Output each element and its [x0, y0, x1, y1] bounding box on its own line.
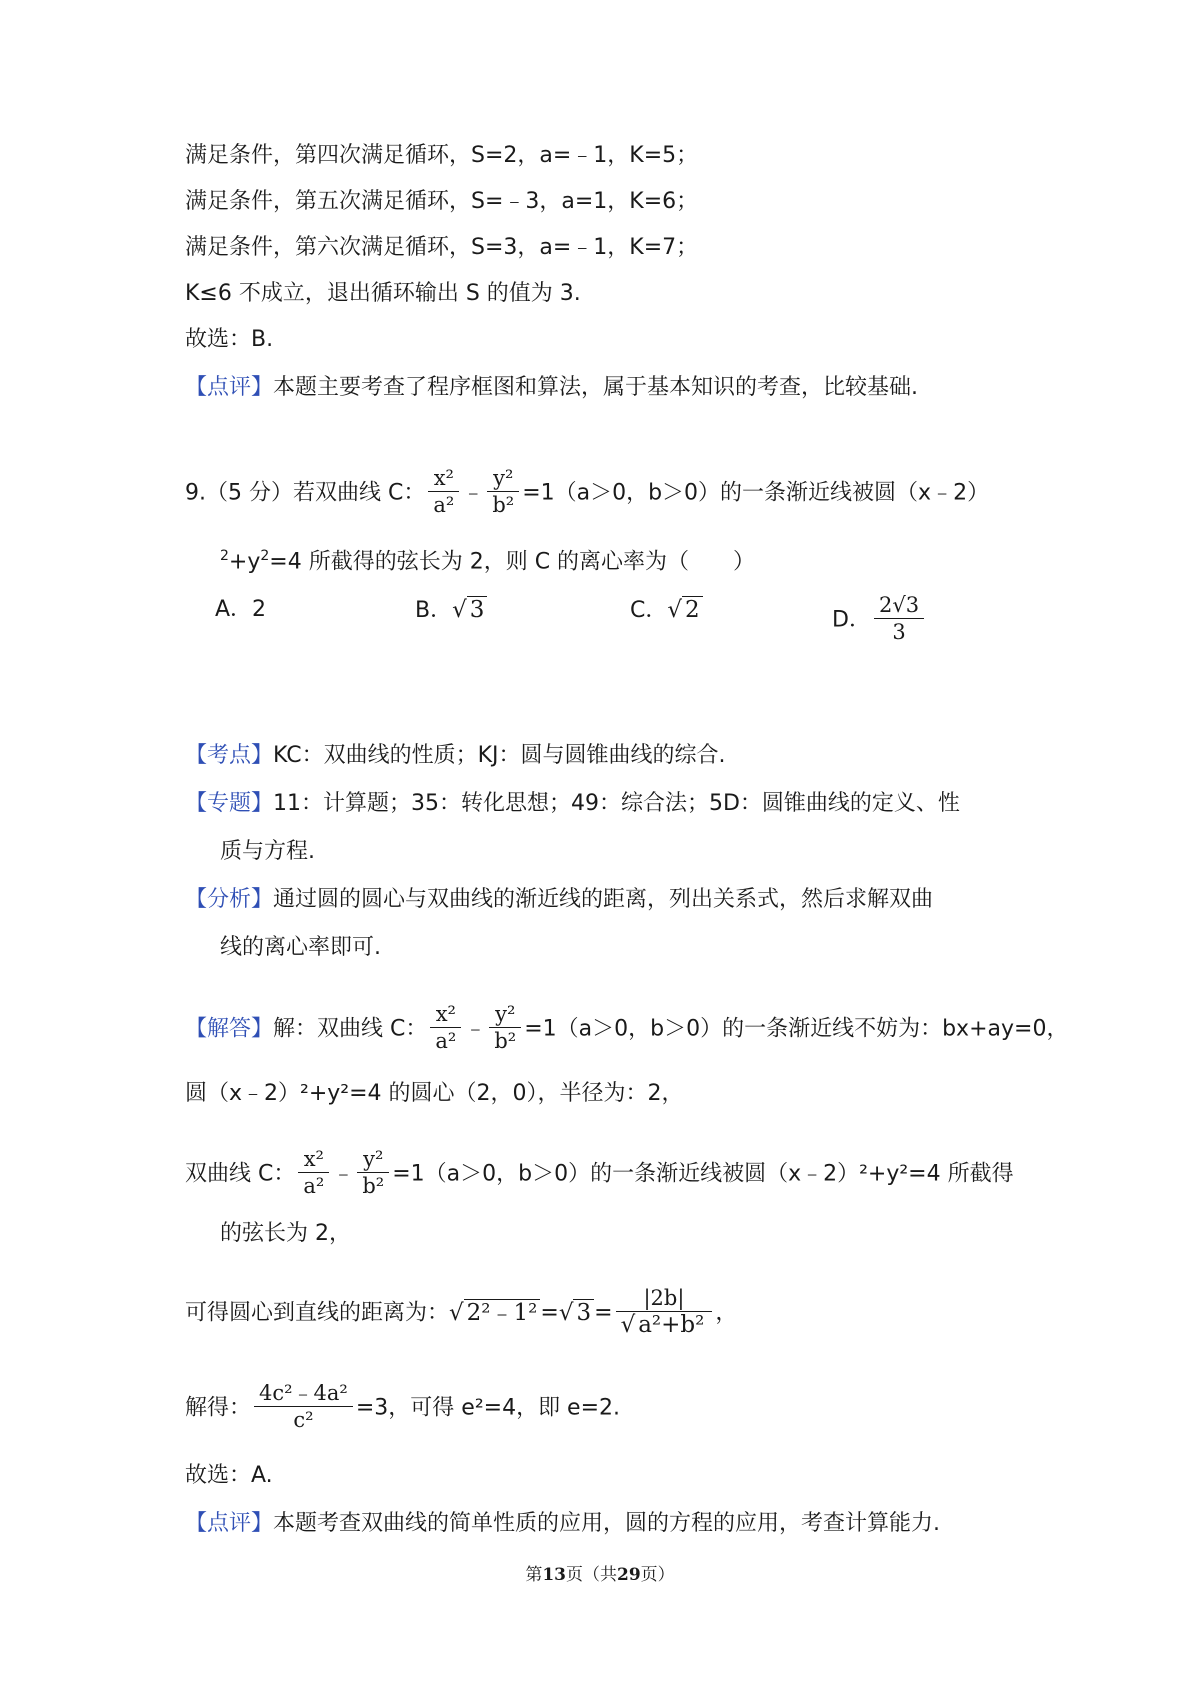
fraction — [254, 1380, 353, 1433]
review-line — [185, 1508, 940, 1540]
minus-sign: ﹣ — [464, 1016, 487, 1042]
text-fragment: =1（a＞0，b＞0）的一条渐近线不妨为：bx+ay=0， — [524, 1016, 1069, 1042]
review-line — [185, 372, 918, 404]
text-fragment: 解得： — [185, 1395, 252, 1421]
denominator: a² — [433, 493, 455, 517]
option-b — [415, 594, 487, 627]
sqrt-expression: √ 3 — [452, 594, 487, 626]
equals-sign: = — [594, 1300, 613, 1326]
zhuanti-line2: 质与方程. — [220, 839, 315, 864]
jieda-line4: 的弦长为 2， — [220, 1221, 351, 1246]
superscript: 2 — [220, 548, 229, 564]
option-a: A．2 — [215, 597, 267, 622]
sqrt-expression: √ a²+b² — [621, 1312, 708, 1338]
review-text: 本题考查双曲线的简单性质的应用，圆的方程的应用，考查计算能力. — [273, 1511, 941, 1536]
text-fragment: 解：双曲线 C： — [273, 1016, 428, 1042]
question-stem — [185, 467, 989, 520]
denominator: c² — [293, 1408, 314, 1432]
numerator: 2√3 — [874, 592, 924, 619]
review-tag: 【点评】 — [185, 1511, 274, 1536]
numerator: x² — [430, 1001, 461, 1028]
page-number: 13 — [542, 1565, 566, 1585]
denominator: b² — [492, 493, 515, 517]
numerator: |2b| — [616, 1285, 713, 1312]
fraction-y2-b2 — [489, 1001, 521, 1054]
numerator: y² — [489, 1001, 521, 1028]
kaodian-tag: 【考点】 — [185, 743, 274, 768]
kaodian-line — [185, 740, 726, 772]
fraction — [874, 592, 924, 645]
denominator: 3 — [892, 620, 906, 644]
text-line: 满足条件，第六次满足循环，S=3，a=﹣1，K=7； — [185, 235, 699, 260]
radicand: 2²﹣1² — [464, 1299, 541, 1326]
denominator: b² — [362, 1174, 385, 1198]
total-pages: 29 — [617, 1565, 641, 1585]
fenxi-line — [185, 884, 933, 916]
zhuanti-line — [185, 788, 960, 820]
text-fragment: 可得圆心到直线的距离为： — [185, 1300, 450, 1326]
radicand: 3 — [467, 596, 488, 623]
text-fragment: ， — [715, 1300, 738, 1326]
fraction-y2-b2 — [357, 1146, 389, 1199]
fraction — [616, 1285, 713, 1338]
option-c — [630, 594, 703, 627]
option-label: B． — [415, 598, 453, 623]
zhuanti-text: 11：计算题；35：转化思想；49：综合法；5D：圆锥曲线的定义、性 — [273, 791, 960, 816]
text-fragment: +y — [228, 549, 261, 575]
minus-sign: ﹣ — [462, 480, 485, 506]
review-text: 本题主要考查了程序框图和算法，属于基本知识的考查，比较基础. — [273, 375, 919, 400]
text-line: 满足条件，第四次满足循环，S=2，a=﹣1，K=5； — [185, 143, 699, 168]
equals-sign: = — [540, 1300, 559, 1326]
text-fragment: 双曲线 C： — [185, 1161, 296, 1187]
kaodian-text: KC：双曲线的性质；KJ：圆与圆锥曲线的综合. — [273, 743, 726, 768]
denominator: a² — [303, 1174, 325, 1198]
page-footer — [0, 1560, 1200, 1585]
question-text: =1（a＞0，b＞0）的一条渐近线被圆（x﹣2） — [522, 480, 990, 506]
option-label: D． — [832, 607, 871, 633]
jieda-line1 — [185, 1003, 1068, 1056]
sqrt-expression: √ 2²﹣1² — [449, 1297, 540, 1329]
jieda-line2: 圆（x﹣2）²+y²=4 的圆心（2，0），半径为：2， — [185, 1081, 684, 1106]
denominator — [616, 1312, 713, 1338]
text-fragment: =3，可得 e²=4，即 e=2. — [355, 1395, 621, 1421]
jieda-tag: 【解答】 — [185, 1016, 274, 1042]
numerator: x² — [298, 1146, 329, 1173]
numerator: y² — [487, 465, 519, 492]
sqrt-expression: √ 2 — [667, 594, 702, 626]
fraction-x2-a2 — [430, 1001, 461, 1054]
numerator: y² — [357, 1146, 389, 1173]
footer-text: 页） — [640, 1565, 675, 1585]
text-line: 满足条件，第五次满足循环，S=﹣3，a=1，K=6； — [185, 189, 699, 214]
numerator: 4c²﹣4a² — [254, 1380, 353, 1407]
fraction-x2-a2 — [298, 1146, 329, 1199]
option-d — [832, 594, 927, 647]
review-tag: 【点评】 — [185, 375, 274, 400]
text-line: K≤6 不成立，退出循环输出 S 的值为 3. — [185, 281, 581, 306]
question-text: =4 所截得的弦长为 2，则 C 的离心率为（ ） — [269, 549, 756, 575]
jieda-line3 — [185, 1148, 1014, 1201]
denominator: b² — [494, 1029, 517, 1053]
superscript: 2 — [260, 548, 270, 564]
jieda-line6 — [185, 1382, 620, 1435]
question-prefix: 9.（5 分）若双曲线 C： — [185, 480, 426, 506]
radicand: 3 — [573, 1299, 594, 1326]
jieda-line5 — [185, 1287, 737, 1340]
fenxi-line2: 线的离心率即可. — [220, 935, 381, 960]
text-fragment: =1（a＞0，b＞0）的一条渐近线被圆（x﹣2）²+y²=4 所截得 — [392, 1161, 1014, 1187]
sqrt-expression: √ 3 — [559, 1297, 594, 1329]
fenxi-text: 通过圆的圆心与双曲线的渐近线的距离，列出关系式，然后求解双曲 — [273, 887, 934, 912]
radicand: a²+b² — [635, 1311, 707, 1338]
minus-sign: ﹣ — [332, 1161, 355, 1187]
option-label: C． — [630, 598, 668, 623]
numerator: x² — [428, 465, 459, 492]
jieda-answer: 故选：A. — [185, 1463, 273, 1488]
footer-text: 页（共 — [566, 1565, 617, 1585]
answer-line: 故选：B. — [185, 327, 274, 352]
fraction-x2-a2 — [428, 465, 459, 518]
denominator: a² — [435, 1029, 457, 1053]
fraction-y2-b2 — [487, 465, 519, 518]
radicand: 2 — [682, 596, 703, 623]
fenxi-tag: 【分析】 — [185, 887, 274, 912]
question-stem-line2 — [220, 540, 755, 578]
footer-text: 第 — [525, 1565, 543, 1585]
zhuanti-tag: 【专题】 — [185, 791, 274, 816]
